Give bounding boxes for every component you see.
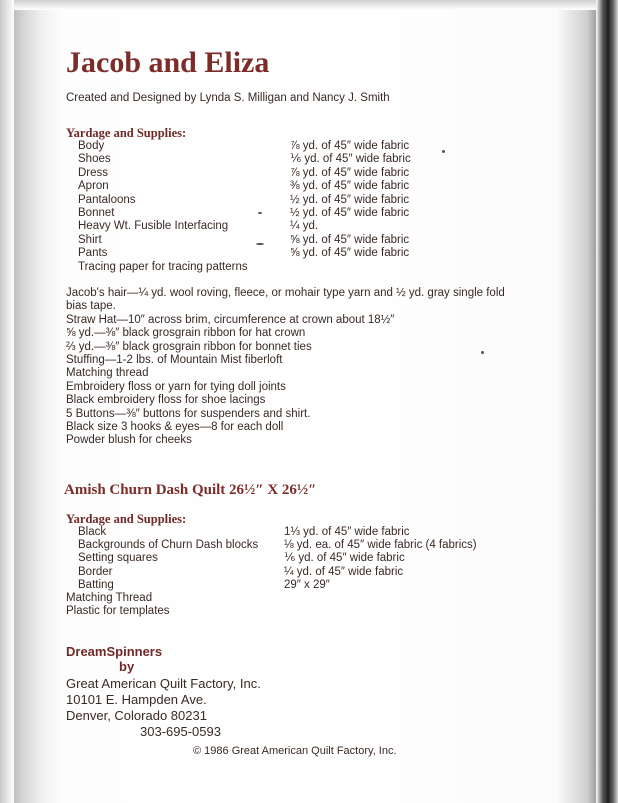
quilt-extra-line: Plastic for templates	[66, 605, 170, 618]
quilt-supply-label: Batting	[78, 578, 114, 591]
supply-amount: ⅝ yd. of 45″ wide fabric	[290, 247, 410, 260]
quilt-extra-line: Matching Thread	[66, 592, 153, 604]
supply-label: Dress	[78, 166, 109, 179]
supply-label: Pants	[78, 247, 108, 260]
note-line: 5 Buttons—⅜″ buttons for suspenders and shirt.	[66, 407, 311, 420]
supply-amount: ⅞ yd. of 45″ wide fabric	[290, 166, 410, 179]
supply-label: Heavy Wt. Fusible Interfacing	[78, 220, 229, 233]
supply-label: Body	[78, 140, 105, 152]
dust-speck	[256, 243, 264, 245]
supply-label: Bonnet	[78, 207, 115, 219]
dust-speck	[481, 351, 484, 354]
note-line: ⅝ yd.—⅜″ black grosgrain ribbon for hat crown	[66, 327, 306, 340]
page-title: Jacob and Eliza	[66, 46, 270, 79]
address-line-1: Great American Quilt Factory, Inc.	[66, 676, 261, 691]
quilt-supply-amount: ¼ yd. of 45″ wide fabric	[284, 565, 404, 578]
quilt-supply-amount: 29″ x 29″	[284, 578, 330, 591]
quilt-supply-label: Setting squares	[78, 552, 158, 565]
note-line: Matching thread	[66, 367, 149, 380]
dust-speck	[258, 212, 262, 214]
supply-amount: ¼ yd.	[290, 220, 319, 233]
address-line-3: Denver, Colorado 80231	[66, 708, 207, 723]
supply-label: Shoes	[78, 153, 111, 166]
doll-supplies-heading: Yardage and Supplies:	[66, 126, 187, 140]
supply-amount: ½ yd. of 45″ wide fabric	[290, 207, 410, 219]
note-line: bias tape.	[66, 300, 116, 313]
supply-amount: ⅝ yd. of 45″ wide fabric	[290, 233, 410, 246]
quilt-title: Amish Churn Dash Quilt 26½″ X 26½″	[64, 482, 317, 498]
note-line: Straw Hat—10″ across brim, circumference at crown about 18½″	[66, 313, 395, 326]
quilt-supply-amount: ⅛ yd. ea. of 45″ wide fabric (4 fabrics)	[284, 539, 477, 552]
copyright: © 1986 Great American Quilt Factory, Inc.	[193, 745, 397, 757]
supply-amount: ⅙ yd. of 45″ wide fabric	[290, 153, 411, 166]
note-line: Jacob's hair—¼ yd. wool roving, fleece, or mohair type yarn and ½ yd. gray single fold	[66, 287, 505, 299]
quilt-supplies-heading: Yardage and Supplies:	[66, 512, 187, 526]
address-line-2: 10101 E. Hampden Ave.	[66, 692, 207, 707]
quilt-supply-label: Border	[78, 565, 113, 578]
supply-label: Shirt	[78, 233, 102, 246]
quilt-supply-label: Black	[78, 526, 107, 538]
note-line: Black size 3 hooks & eyes—8 for each doll	[66, 421, 284, 433]
supply-amount: ⅜ yd. of 45″ wide fabric	[290, 180, 410, 193]
phone-number: 303-695-0593	[140, 724, 221, 739]
note-line: ⅔ yd.—⅜″ black grosgrain ribbon for bonnet ties	[66, 340, 312, 353]
note-line: Powder blush for cheeks	[66, 434, 192, 447]
note-line: Black embroidery floss for shoe lacings	[66, 394, 266, 407]
brand-by: by	[119, 659, 135, 674]
quilt-supply-amount: ⅙ yd. of 45″ wide fabric	[284, 552, 405, 565]
designer-credit: Created and Designed by Lynda S. Milligan and Nancy J. Smith	[66, 92, 390, 104]
quilt-supply-amount: 1⅓ yd. of 45″ wide fabric	[284, 526, 410, 538]
supply-amount: ⅞ yd. of 45″ wide fabric	[290, 140, 410, 152]
supply-label: Tracing paper for tracing patterns	[78, 260, 248, 273]
supply-label: Apron	[78, 180, 109, 193]
dust-speck	[442, 150, 445, 153]
brand-name: DreamSpinners	[66, 644, 163, 659]
note-line: Stuffing—1-2 lbs. of Mountain Mist fiberloft	[66, 354, 283, 366]
quilt-supply-label: Backgrounds of Churn Dash blocks	[78, 539, 259, 552]
note-line: Embroidery floss or yarn for tying doll joints	[66, 380, 286, 393]
supply-label: Pantaloons	[78, 193, 136, 206]
supply-amount: ½ yd. of 45″ wide fabric	[290, 193, 410, 206]
